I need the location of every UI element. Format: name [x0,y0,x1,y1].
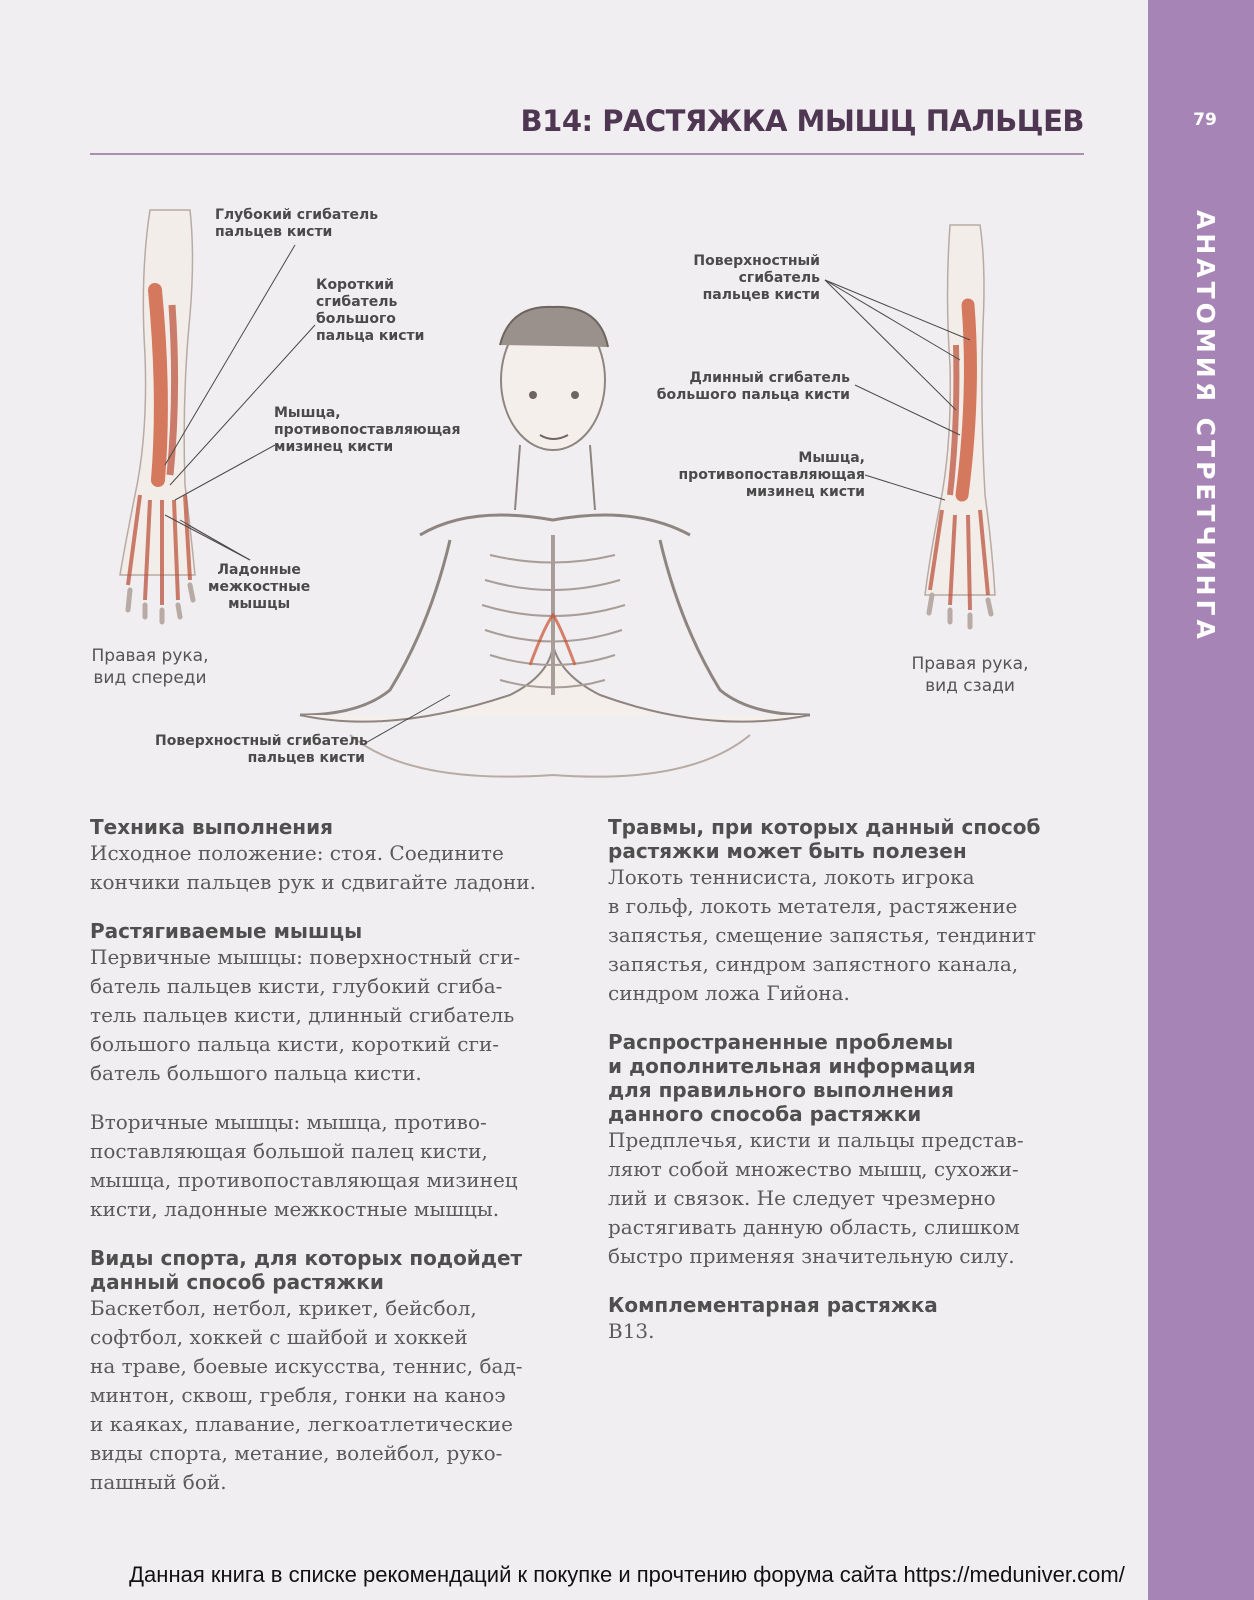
section-technique [90,815,580,897]
footer-watermark-text: Данная книга в списке рекомендаций к покупке и прочтению форума сайта https://meduniver.com/ [129,1562,1125,1587]
section-heading: Виды спорта, для которых подойдет данный способ растяжки [90,1246,523,1294]
label-long-flexor-thumb: Длинный сгибатель большого пальца кисти [656,370,850,403]
section-heading: Комплементарная растяжка [608,1293,938,1317]
section-injuries [608,815,1098,1008]
caption-front-view: Правая рука, вид спереди [91,646,209,688]
section-heading: Травмы, при которых данный способ растяжки может быть полезен [608,815,1041,863]
page-number: 79 [1193,110,1217,130]
section-body: Предплечья, кисти и пальцы представ- ляют собой множество мышц, сухожи- лий и связок. Не следует чрезмерно растягивать данную область, слишком быстро применяя значительную силу. [608,1128,1024,1268]
secondary-muscles-text: Вторичные мышцы: мышца, противо- поставляющая большой палец кисти, мышца, противопоставляющая мизинец кисти, ладонные межкостные мышцы. [90,1110,518,1221]
right-column [608,815,1098,1368]
label-superficial-flexor-right: Поверхностный сгибатель пальцев кисти [693,253,820,303]
section-complementary [608,1293,1098,1346]
label-deep-flexor: Глубокий сгибатель пальцев кисти [215,207,379,240]
right-forearm-illustration [925,225,995,627]
section-heading: Техника выполнения [90,815,333,839]
caption-back-view: Правая рука, вид сзади [911,654,1029,696]
sidebar-section-title: АНАТОМИЯ СТРЕТЧИНГА [1191,210,1220,643]
anatomy-illustration [90,195,1090,795]
section-body: В13. [608,1319,655,1343]
section-body: Баскетбол, нетбол, крикет, бейсбол, софтбол, хоккей с шайбой и хоккей на траве, боевые искусства, теннис, бад- минтон, сквош, гребля, гонки на каноэ и каяках, плавание, легкоатлетические виды спорта, метание, волейбол, руко- пашный бой. [90,1296,523,1494]
section-body: Исходное положение: стоя. Соедините кончики пальцев рук и сдвигайте ладони. [90,841,536,894]
anatomy-figure [90,195,1090,795]
label-opponens-little-finger-left: Мышца, противопоставляющая мизинец кисти [274,405,461,455]
title-divider [90,153,1084,155]
primary-muscles-text: Первичные мышцы: поверхностный сги- батель пальцев кисти, глубокий сгиба- тель пальцев кисти, длинный сгибатель большого пальца кисти, короткий сги- батель большого пальца кисти. [90,945,521,1085]
section-heading: Распространенные проблемы и дополнительная информация для правильного выполнения данного способа растяжки [608,1030,976,1126]
label-palmar-interossei: Ладонные межкостные мышцы [208,562,311,612]
page-title: В14: РАСТЯЖКА МЫШЦ ПАЛЬЦЕВ [520,104,1084,138]
label-superficial-flexor-bottom: Поверхностный сгибатель пальцев кисти [155,733,368,766]
section-heading: Растягиваемые мышцы [90,919,363,943]
label-opponens-little-finger-right: Мышца, противопоставляющая мизинец кисти [678,450,865,500]
section-muscles [90,919,580,1224]
left-column [90,815,580,1519]
section-sports [90,1246,580,1497]
section-problems [608,1030,1098,1271]
left-forearm-illustration [120,210,195,622]
label-short-flexor-thumb: Короткий сгибатель большого пальца кисти [316,277,425,344]
section-body: Локоть теннисиста, локоть игрока в гольф, локоть метателя, растяжение запястья, смещение запястья, тендинит запястья, синдром запястного канала, синдром ложа Гийона. [608,865,1037,1005]
